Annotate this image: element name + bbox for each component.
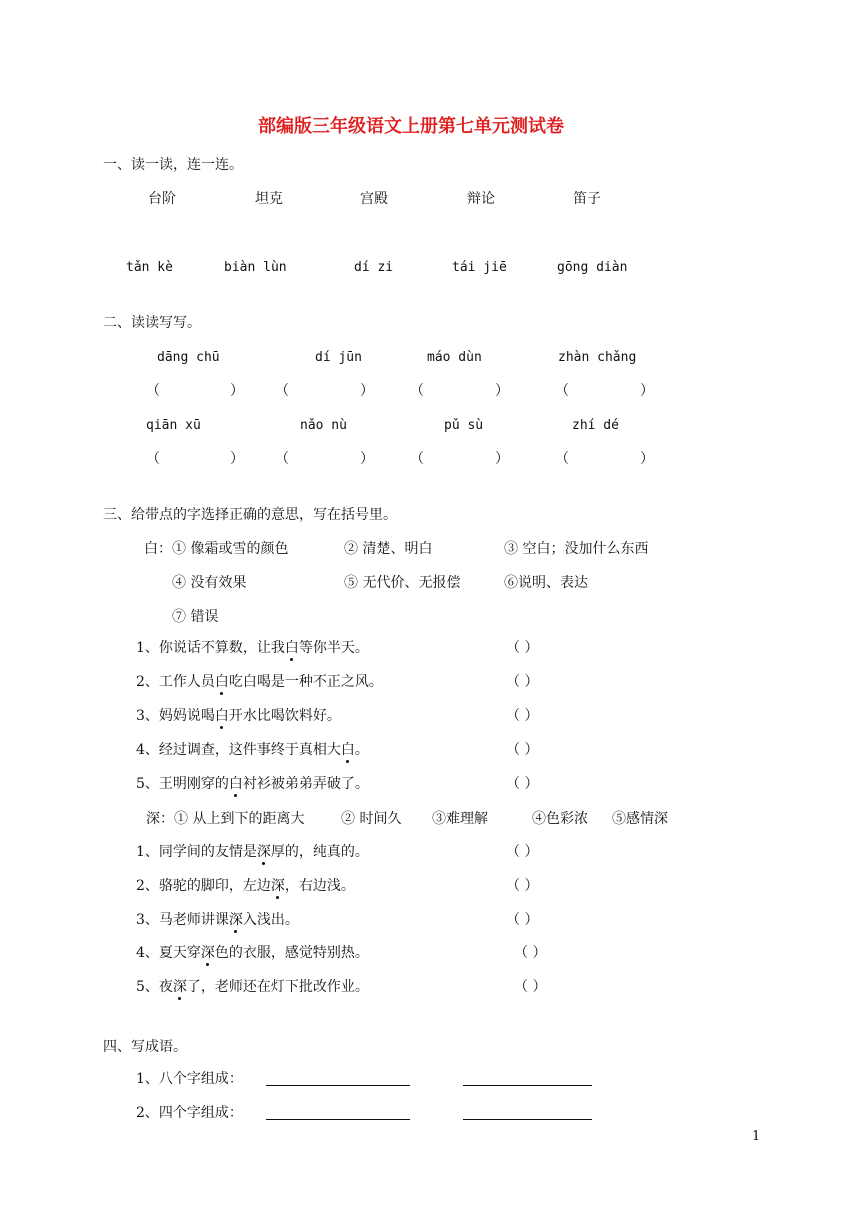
paren-open: （ — [410, 383, 424, 399]
paren-close: ） — [640, 451, 654, 467]
paren-open: （ — [146, 451, 160, 467]
paren-open: （ — [275, 451, 289, 467]
pinyin-1: tǎn kè — [126, 260, 173, 275]
bai-option-3: ③ 空白；没加什么东西 — [504, 541, 649, 557]
word-2: 坦克 — [255, 191, 283, 207]
answer-paren: （ ） — [506, 708, 539, 724]
paren-open: （ — [410, 451, 424, 467]
paren-close: ） — [640, 383, 654, 399]
pinyin-row2-2: nǎo nù — [300, 418, 347, 433]
shen-item-3: 3、马老师讲课深入浅出。 — [136, 912, 299, 928]
pinyin-row2-3: pǔ sù — [444, 418, 484, 433]
answer-blank[interactable] — [266, 1119, 410, 1120]
answer-paren: （ ） — [506, 640, 539, 656]
shen-option-1: 深：① 从上到下的距离大 — [146, 811, 305, 827]
paren-close: ） — [495, 451, 509, 467]
bai-option-7: ⑦ 错误 — [172, 609, 219, 625]
paren-open: （ — [146, 383, 160, 399]
pinyin-3: dí zi — [354, 260, 394, 275]
shen-option-3: ③难理解 — [432, 811, 488, 827]
emphasis-dot-char: 白 — [340, 742, 355, 758]
emphasis-dot-char: 深 — [200, 945, 215, 961]
answer-blank[interactable] — [266, 1085, 410, 1086]
pinyin-row2-4: zhí dé — [572, 418, 619, 433]
pinyin-row2-1: qiān xū — [146, 418, 201, 433]
answer-paren: （ ） — [506, 878, 539, 894]
emphasis-dot-char: 深 — [256, 844, 271, 860]
shen-item-4: 4、夏天穿深色的衣服，感觉特别热。 — [136, 945, 369, 961]
emphasis-dot-char: 白 — [228, 776, 243, 792]
word-4: 辩论 — [467, 191, 495, 207]
answer-paren: （ ） — [506, 674, 539, 690]
section3-heading: 三、给带点的字选择正确的意思，写在括号里。 — [103, 507, 397, 523]
bai-item-3: 3、妈妈说喝白开水比喝饮料好。 — [136, 708, 341, 724]
paren-close: ） — [360, 451, 374, 467]
page-number: 1 — [752, 1129, 761, 1144]
bai-item-5: 5、王明刚穿的白衬衫被弟弟弄破了。 — [136, 776, 369, 792]
bai-option-6: ⑥说明、表达 — [504, 575, 588, 591]
answer-blank[interactable] — [463, 1119, 592, 1120]
answer-paren: （ ） — [506, 776, 539, 792]
emphasis-dot-char: 深 — [270, 878, 285, 894]
emphasis-dot-char: 白 — [214, 708, 229, 724]
answer-paren: （ ） — [514, 945, 547, 961]
bai-option-2: ② 清楚、明白 — [344, 541, 433, 557]
shen-option-5: ⑤感情深 — [612, 811, 668, 827]
emphasis-dot-char: 深 — [172, 979, 187, 995]
bai-option-4: ④ 没有效果 — [172, 575, 247, 591]
pinyin-4: tái jiē — [452, 260, 507, 275]
paren-open: （ — [555, 383, 569, 399]
shen-item-5: 5、夜深了，老师还在灯下批改作业。 — [136, 979, 369, 995]
bai-option-1: 白：① 像霜或雪的颜色 — [144, 541, 289, 557]
pinyin-5: gōng diàn — [557, 260, 628, 275]
paren-close: ） — [230, 383, 244, 399]
word-3: 宫殿 — [360, 191, 388, 207]
emphasis-dot-char: 白 — [214, 674, 229, 690]
section4-heading: 四、写成语。 — [103, 1039, 187, 1055]
shen-item-1: 1、同学间的友情是深厚的，纯真的。 — [136, 844, 369, 860]
word-5: 笛子 — [573, 191, 601, 207]
shen-item-2: 2、骆驼的脚印，左边深，右边浅。 — [136, 878, 355, 894]
bai-option-5: ⑤ 无代价、无报偿 — [344, 575, 461, 591]
emphasis-dot-char: 深 — [228, 912, 243, 928]
paren-open: （ — [555, 451, 569, 467]
word-1: 台阶 — [148, 191, 176, 207]
idiom-item-2: 2、四个字组成： — [136, 1105, 243, 1121]
section2-heading: 二、读读写写。 — [103, 315, 201, 331]
paren-close: ） — [495, 383, 509, 399]
shen-option-2: ② 时间久 — [341, 811, 402, 827]
pinyin-row1-4: zhàn chǎng — [558, 350, 637, 365]
idiom-item-1: 1、八个字组成： — [136, 1071, 243, 1087]
bai-item-2: 2、工作人员白吃白喝是一种不正之风。 — [136, 674, 383, 690]
answer-paren: （ ） — [506, 844, 539, 860]
answer-paren: （ ） — [514, 979, 547, 995]
answer-paren: （ ） — [506, 912, 539, 928]
page-title: 部编版三年级语文上册第七单元测试卷 — [258, 116, 564, 137]
shen-option-4: ④色彩浓 — [532, 811, 588, 827]
pinyin-row1-3: máo dùn — [427, 350, 482, 365]
emphasis-dot-char: 白 — [284, 640, 299, 656]
pinyin-2: biàn lùn — [224, 260, 287, 275]
pinyin-row1-2: dí jūn — [315, 350, 362, 365]
pinyin-row1-1: dāng chū — [157, 350, 220, 365]
answer-paren: （ ） — [506, 742, 539, 758]
answer-blank[interactable] — [463, 1085, 592, 1086]
section1-heading: 一、读一读，连一连。 — [103, 157, 243, 173]
paren-close: ） — [230, 451, 244, 467]
bai-item-1: 1、你说话不算数，让我白等你半天。 — [136, 640, 369, 656]
paren-open: （ — [275, 383, 289, 399]
bai-item-4: 4、经过调查，这件事终于真相大白。 — [136, 742, 369, 758]
paren-close: ） — [360, 383, 374, 399]
